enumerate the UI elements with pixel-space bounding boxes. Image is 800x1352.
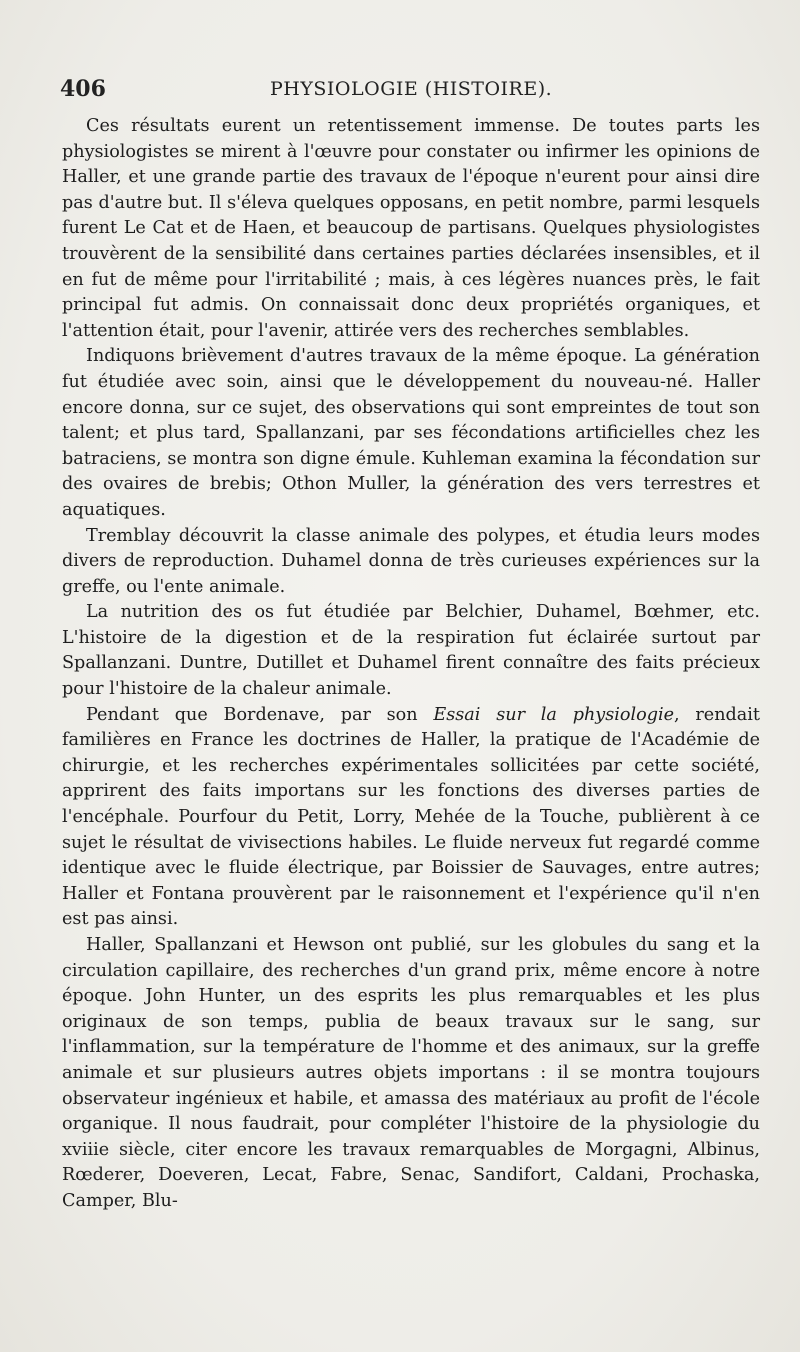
page-number: 406 <box>60 76 106 102</box>
running-head <box>270 78 552 100</box>
paragraph-5-start: Pendant que Bordenave, par son <box>86 704 434 725</box>
paragraph-4: La nutrition des os fut étudiée par Belchier, Duhamel, Bœhmer, etc. L'histoire de la digestion et de la respiration fut éclairée surtout par Spallanzani. Duntre, Dutillet et Duhamel firent connaître des faits précieux pour l'histoire de la chaleur animale. <box>62 602 760 700</box>
running-head-subtitle: (HISTOIRE). <box>424 78 553 100</box>
page-header <box>60 76 760 110</box>
paragraph-3: Tremblay découvrit la classe animale des polypes, et étudia leurs modes divers de reproduction. Duhamel donna de très curieuses expériences sur la greffe, ou l'ente animale. <box>62 525 760 597</box>
running-head-title: PHYSIOLOGIE <box>270 78 419 100</box>
body-text <box>62 114 760 1215</box>
paragraph-6: Haller, Spallanzani et Hewson ont publié, sur les globules du sang et la circulation capillaire, des recherches d'un grand prix, même encore à notre époque. John Hunter, un des esprits les plus remarquables et les plus originaux de son temps, publia de beaux travaux sur le sang, sur l'inflammation, sur la température de l'homme et des animaux, sur la greffe animale et sur plusieurs autres objets importans : il se montra toujours observateur ingénieux et habile, et amassa des matériaux au profit de l'école organique. Il nous faudrait, pour compléter l'histoire de la physiologie du xviiie siècle, citer encore les travaux remarquables de Morgagni, Albinus, Rœderer, Doeveren, Lecat, Fabre, Senac, Sandifort, Caldani, Prochaska, Camper, Blu- <box>62 935 760 1211</box>
paragraph-2: Indiquons brièvement d'autres travaux de la même époque. La génération fut étudiée avec soin, ainsi que le développement du nouveau-né. Haller encore donna, sur ce sujet, des observations qui sont empreintes de tout son talent; et plus tard, Spallanzani, par ses fécondations artificielles chez les batraciens, se montra son digne émule. Kuhleman examina la fécondation sur des ovaires de brebis; Othon Muller, la génération des vers terrestres et aquatiques. <box>62 346 760 520</box>
paragraph-5-rest: , rendait familières en France les doctrines de Haller, la pratique de l'Académie de chirurgie, et les recherches expérimentales sollicitées par cette société, apprirent des faits importans sur les fonctions des diverses parties de l'encéphale. Pourfour du Petit, Lorry, Mehée de la Touche, publièrent à ce sujet le résultat de vivisections habiles. Le fluide nerveux fut regardé comme identique avec le fluide électrique, par Boissier de Sauvages, entre autres; Haller et Fontana prouvèrent par le raisonnement et l'expérience qu'il n'en est pas ainsi. <box>62 704 760 930</box>
paragraph-1: Ces résultats eurent un retentissement immense. De toutes parts les physiologistes se mirent à l'œuvre pour constater ou infirmer les opinions de Haller, et une grande partie des travaux de l'époque n'eurent pour ainsi dire pas d'autre but. Il s'éleva quelques opposans, en petit nombre, parmi lesquels furent Le Cat et de Haen, et beaucoup de partisans. Quelques physiologistes trouvèrent de la sensibilité dans certaines parties déclarées insensibles, et il en fut de même pour l'irritabilité ; mais, à ces légères nuances près, le fait principal fut admis. On connaissait donc deux propriétés organiques, et l'attention était, pour l'avenir, attirée vers des recherches semblables. <box>62 116 760 341</box>
book-title-italic: Essai sur la physiologie <box>433 704 674 725</box>
paragraph-5 <box>62 703 760 933</box>
